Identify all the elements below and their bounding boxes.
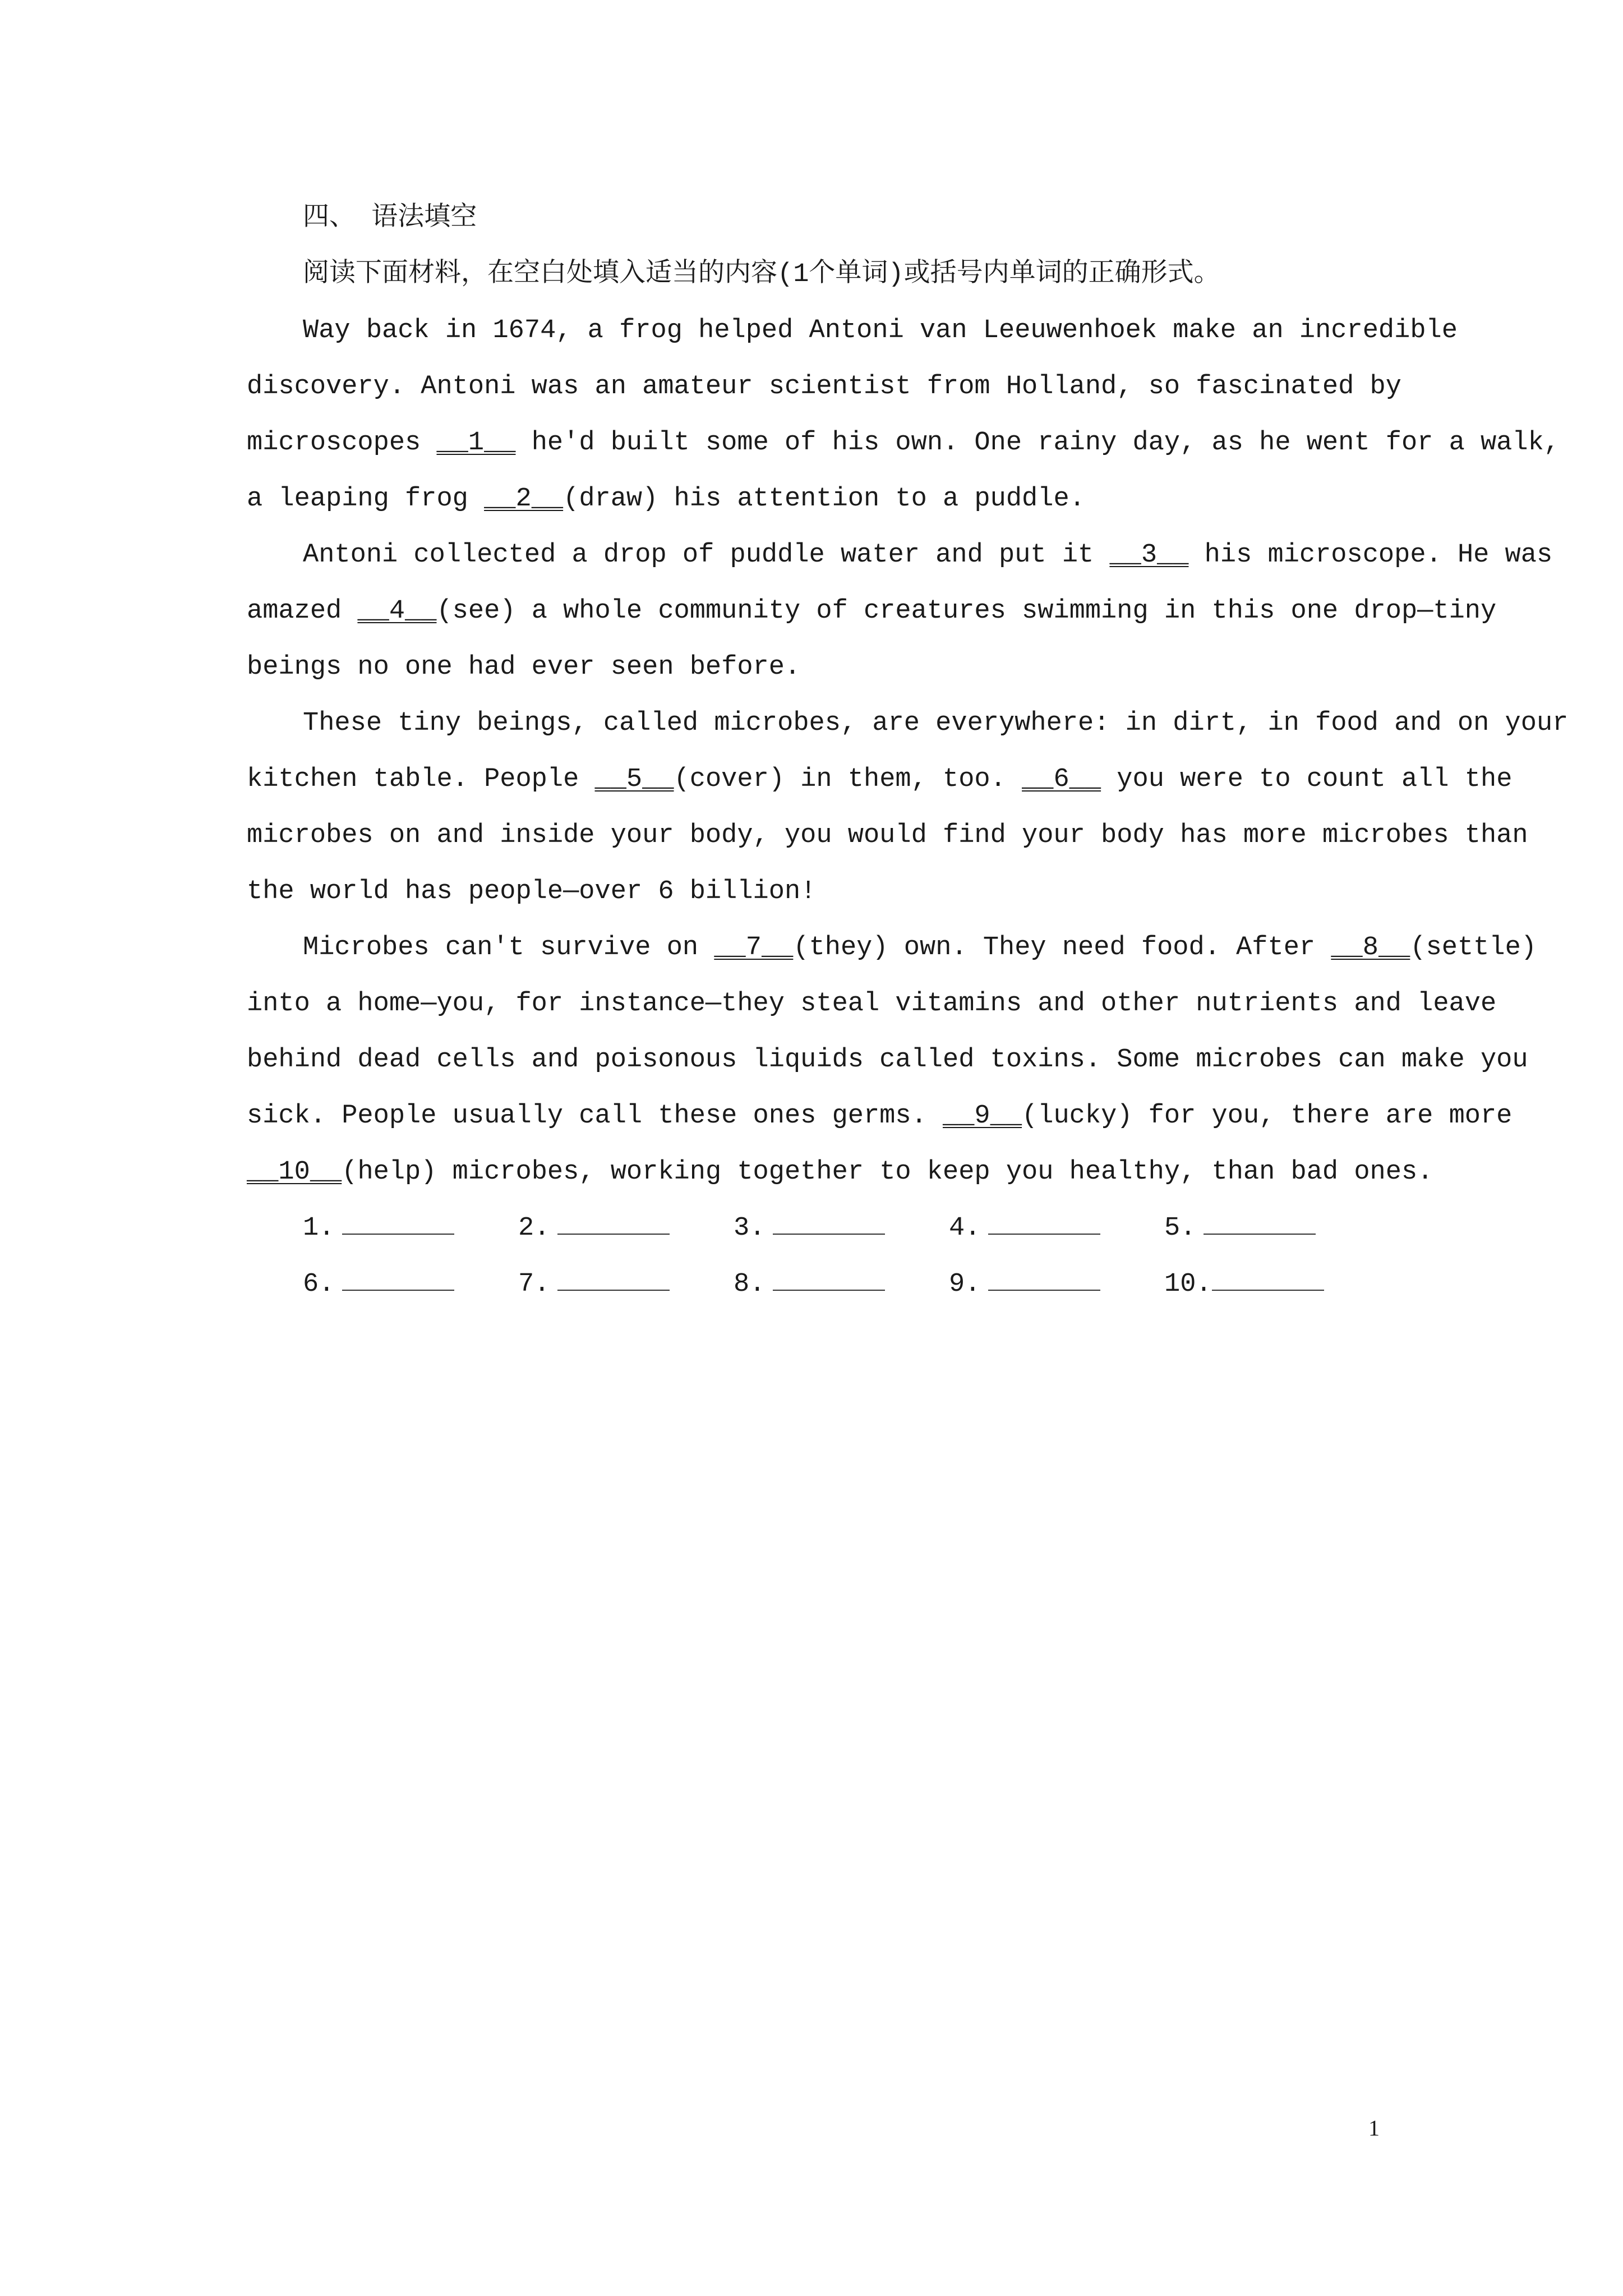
passage-line	[247, 583, 1497, 639]
answer-label: 6.	[303, 1269, 335, 1299]
section-title: 语法填空	[371, 204, 477, 233]
worksheet-content	[247, 191, 1569, 1313]
answer-slot-3[interactable]	[734, 1200, 949, 1257]
blank-5: __5__	[594, 765, 674, 794]
answer-slot-9[interactable]	[949, 1257, 1164, 1313]
passage-text: amazed	[247, 596, 358, 626]
passage-line	[247, 752, 1513, 808]
answer-slot-1[interactable]	[303, 1200, 518, 1257]
answer-slot-10[interactable]	[1164, 1257, 1380, 1313]
passage-text: (they) own. They need food. After	[793, 933, 1331, 963]
passage-line: the world has people—over 6 billion!	[247, 877, 817, 907]
passage-line: behind dead cells and poisonous liquids called toxins. Some microbes can make you	[247, 1045, 1528, 1075]
answer-line[interactable]	[342, 1234, 454, 1235]
passage-line: into a home—you, for instance—they steal vitamins and other nutrients and leave	[247, 989, 1497, 1019]
passage-text: a leaping frog	[247, 484, 485, 514]
answer-label: 8.	[734, 1269, 766, 1299]
passage-text: (see) a whole community of creatures swimming in this one drop—tiny	[436, 596, 1497, 626]
passage-line	[247, 1088, 1513, 1144]
passage-line	[247, 471, 1391, 527]
passage-text: (cover) in them, too.	[674, 765, 1022, 794]
answer-label: 1.	[303, 1213, 335, 1243]
answer-line[interactable]	[557, 1290, 670, 1291]
passage-text: you were to count all the	[1101, 765, 1513, 794]
answer-label: 7.	[518, 1269, 550, 1299]
answer-line[interactable]	[988, 1290, 1100, 1291]
answer-line[interactable]	[1204, 1234, 1316, 1235]
passage-text: kitchen table. People	[247, 765, 595, 794]
section-heading	[247, 191, 1391, 247]
section-number: 四、	[303, 204, 356, 233]
page-number: 1	[1368, 2115, 1380, 2141]
blank-9: __9__	[943, 1101, 1022, 1131]
passage-text: Antoni collected a drop of puddle water and put it	[303, 540, 1110, 570]
answer-line[interactable]	[1212, 1290, 1324, 1291]
answer-row	[303, 1200, 1391, 1257]
passage-line	[247, 415, 1560, 471]
answer-label: 10.	[1164, 1269, 1212, 1299]
answer-line[interactable]	[773, 1234, 885, 1235]
passage-text: microscopes	[247, 428, 437, 458]
passage-text: Microbes can't survive on	[303, 933, 714, 963]
passage-text: his microscope. He was	[1188, 540, 1553, 570]
passage-line: discovery. Antoni was an amateur scientist from Holland, so fascinated by	[247, 372, 1401, 402]
passage-line: microbes on and inside your body, you would find your body has more microbes than	[247, 821, 1528, 850]
blank-2: __2__	[484, 484, 564, 514]
passage-text: (settle)	[1410, 933, 1537, 963]
answer-slot-5[interactable]	[1164, 1200, 1380, 1257]
blank-6: __6__	[1022, 765, 1101, 794]
passage-line	[247, 527, 1553, 583]
answer-slot-8[interactable]	[734, 1257, 949, 1313]
answer-label: 2.	[518, 1213, 550, 1243]
passage-line: beings no one had ever seen before.	[247, 652, 801, 682]
answer-slot-6[interactable]	[303, 1257, 518, 1313]
passage-line: These tiny beings, called microbes, are everywhere: in dirt, in food and on your	[303, 708, 1569, 738]
blank-3: __3__	[1109, 540, 1189, 570]
passage-text: (help) microbes, working together to keep you healthy, than bad ones.	[342, 1157, 1433, 1187]
answer-label: 3.	[734, 1213, 766, 1243]
blank-8: __8__	[1331, 933, 1410, 963]
answer-line[interactable]	[988, 1234, 1100, 1235]
answer-slot-4[interactable]	[949, 1200, 1164, 1257]
passage-line: Way back in 1674, a frog helped Antoni van Leeuwenhoek make an incredible	[303, 316, 1458, 346]
blank-7: __7__	[714, 933, 794, 963]
blank-1: __1__	[436, 428, 516, 458]
answer-line[interactable]	[773, 1290, 885, 1291]
passage-text: he'd built some of his own. One rainy day, as he went for a walk,	[515, 428, 1560, 458]
passage-line	[247, 1144, 1433, 1200]
passage-text: (lucky) for you, there are more	[1022, 1101, 1513, 1131]
answer-slot-7[interactable]	[518, 1257, 734, 1313]
blank-10: __10__	[247, 1157, 342, 1187]
answer-row	[303, 1257, 1391, 1313]
answer-grid	[247, 1200, 1391, 1313]
passage-text: sick. People usually call these ones germs.	[247, 1101, 943, 1131]
answer-line[interactable]	[342, 1290, 454, 1291]
passage-line	[247, 920, 1537, 976]
answer-slot-2[interactable]	[518, 1200, 734, 1257]
answer-label: 9.	[949, 1269, 981, 1299]
answer-label: 4.	[949, 1213, 981, 1243]
passage-text: (draw) his attention to a puddle.	[563, 484, 1085, 514]
answer-line[interactable]	[557, 1234, 670, 1235]
blank-4: __4__	[357, 596, 437, 626]
answer-label: 5.	[1164, 1213, 1196, 1243]
instructions: 阅读下面材料，在空白处填入适当的内容(1个单词)或括号内单词的正确形式。	[303, 260, 1220, 289]
